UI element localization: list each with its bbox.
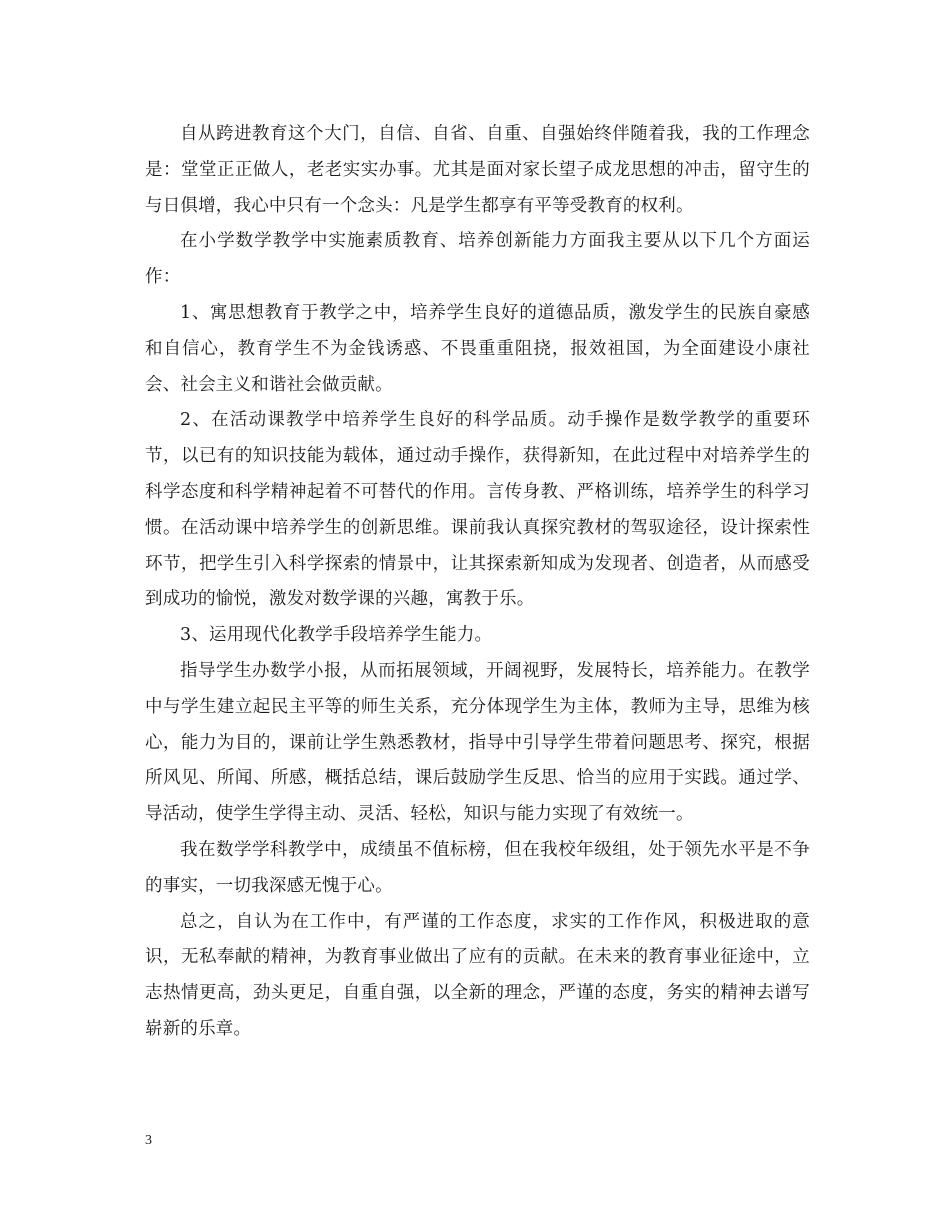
paragraph-achievement: 我在数学学科教学中，成绩虽不值标榜，但在我校年级组，处于领先水平是不争的事实，一切我深感无愧于心。 [145, 839, 810, 896]
paragraph-approach: 在小学数学教学中实施素质教育、培养创新能力方面我主要从以下几个方面运作： [145, 231, 810, 288]
paragraph-conclusion: 总之，自认为在工作中，有严谨的工作态度，求实的工作作风，积极进取的意识，无私奉献的精神，为教育事业做出了应有的贡献。在未来的教育事业征途中，立志热情更高，劲头更足，自重自强，以全新的理念，严谨的态度，务实的精神去谱写崭新的乐章。 [145, 911, 810, 1039]
paragraph-intro: 自从跨进教育这个大门，自信、自省、自重、自强始终伴随着我，我的工作理念是：堂堂正正做人，老老实实办事。尤其是面对家长望子成龙思想的冲击，留守生的与日俱增，我心中只有一个念头：凡是学生都享有平等受教育的权利。 [145, 124, 810, 216]
document-body [145, 117, 810, 1048]
paragraph-guidance: 指导学生办数学小报，从而拓展领域，开阔视野，发展特长，培养能力。在教学中与学生建立起民主平等的师生关系，充分体现学生为主体，教师为主导，思维为核心，能力为目的，课前让学生熟悉教材，指导中引导学生带着问题思考、探究，根据所风见、所闻、所感，概括总结，课后鼓励学生反思、恰当的应用于实践。通过学、导活动，使学生学得主动、灵活、轻松，知识与能力实现了有效统一。 [145, 660, 810, 825]
paragraph-point-2: 2、在活动课教学中培养学生良好的科学品质。动手操作是数学教学的重要环节，以已有的知识技能为载体，通过动手操作，获得新知，在此过程中对培养学生的科学态度和科学精神起着不可替代的作用。言传身教、严格训练，培养学生的科学习惯。在活动课中培养学生的创新思维。课前我认真探究教材的驾驭途径，设计探索性环节，把学生引入科学探索的情景中，让其探索新知成为发现者、创造者，从而感受到成功的愉悦，激发对数学课的兴趣，寓教于乐。 [145, 410, 810, 610]
page-number: 3 [145, 1133, 152, 1148]
paragraph-point-3: 3、运用现代化教学手段培养学生能力。 [180, 625, 493, 646]
paragraph-point-1: 1、寓思想教育于教学之中，培养学生良好的道德品质，激发学生的民族自豪感和自信心，教育学生不为金钱诱惑、不畏重重阻挠，报效祖国，为全面建设小康社会、社会主义和谐社会做贡献。 [145, 302, 810, 395]
